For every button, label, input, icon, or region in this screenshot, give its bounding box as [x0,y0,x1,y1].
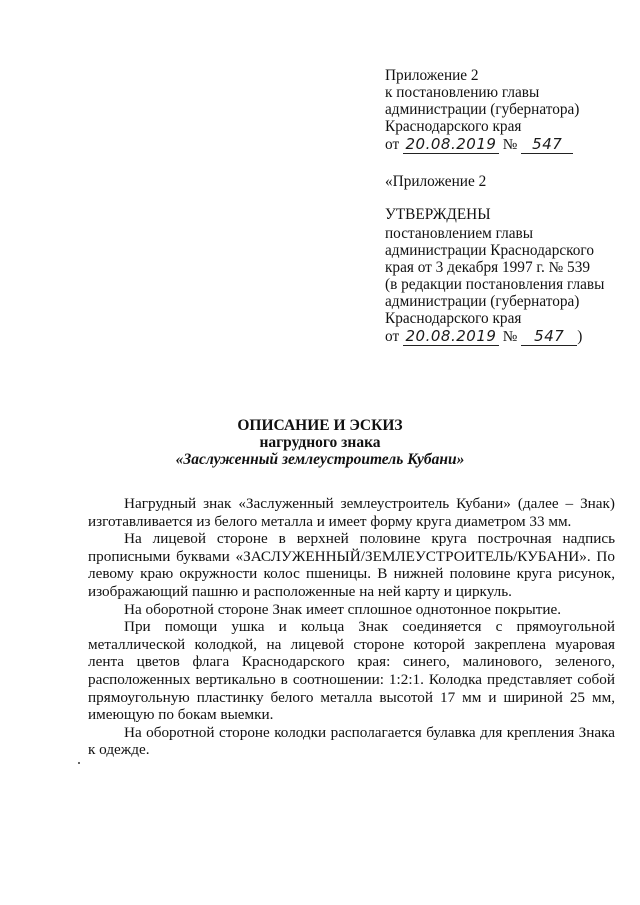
paragraph-line: Нагрудный знак «Заслуженный землеустроитель Кубани» (далее – Знак) [124,495,615,512]
document-title: ОПИСАНИЕ И ЭСКИЗ [237,417,403,434]
from-prefix: от [385,136,400,153]
paragraph-line: На оборотной стороне Знак имеет сплошное однотонное покрытие. [124,600,562,618]
paragraph-line: прямоугольную пластинку белого металла высотой 17 мм и шириной 25 мм, [88,688,615,706]
paragraph-2 [88,530,615,600]
appendix-quoted: «Приложение 2 [385,173,487,190]
paragraph-line: левому краю окружности колос пшеницы. В нижней половине круга рисунок, [88,565,615,583]
approval-line-6: Краснодарского края [385,310,522,327]
approval-line-3: края от 3 декабря 1997 г. № 539 [385,259,590,276]
approved-heading: УТВЕРЖДЕНЫ [385,206,491,223]
close-paren: ) [577,328,583,345]
document-subtitle: нагрудного знака [259,434,381,451]
handwritten-number: 547 [521,328,577,346]
approval-line-2: администрации Краснодарского [385,242,594,259]
paragraph-line: При помощи ушка и кольца Знак соединяется с прямоугольной [124,618,615,636]
paragraph-line: имеющую по бокам выемки. [88,706,274,724]
scan-speck [78,762,80,764]
approval-line-1: постановлением главы [385,225,534,242]
from-prefix: от [385,328,400,345]
paragraph-3 [88,601,615,619]
approval-line-5: администрации (губернатора) [385,293,580,310]
appendix-label: Приложение 2 [385,67,479,84]
paragraph-line: расположенных вертикально в соотношении: 1:2:1. Колодка представляет собой [88,670,615,688]
number-prefix: № [502,136,518,153]
paragraph-line: изготавливается из белого металла и имеет форму круга диаметром 33 мм. [88,512,572,530]
paragraph-line: прописными буквами «ЗАСЛУЖЕННЫЙ/ЗЕМЛЕУСТРОИТЕЛЬ/КУБАНИ». По [88,547,615,565]
number-prefix: № [502,328,518,345]
approval-date-line [385,328,582,346]
paragraph-5 [88,724,615,759]
paragraph-line: металлической колодкой, на лицевой стороне которой закреплена муаровая [88,635,615,653]
resolution-date-line [385,136,573,154]
handwritten-number: 547 [521,136,573,154]
paragraph-line: На оборотной стороне колодки располагается булавка для крепления Знака [124,723,615,741]
description-body [88,495,615,759]
paragraph-4 [88,618,615,724]
approval-line-4: (в редакции постановления главы [385,276,605,293]
paragraph-line: На лицевой стороне в верхней половине круга построчная надпись [124,530,615,548]
paragraph-line: лента цветов флага Краснодарского края: синего, малинового, зеленого, [88,653,615,671]
handwritten-date: 20.08.2019 [403,136,499,154]
paragraph-line: изображающий пашню и расположенные на ней карту и циркуль. [88,582,512,600]
to-resolution-line: к постановлению главы [385,84,540,101]
region-line: Краснодарского края [385,118,522,135]
paragraph-1 [88,495,615,530]
badge-name: «Заслуженный землеустроитель Кубани» [175,451,465,468]
paragraph-line: к одежде. [88,741,150,759]
handwritten-date: 20.08.2019 [403,328,499,346]
administration-line: администрации (губернатора) [385,101,580,118]
